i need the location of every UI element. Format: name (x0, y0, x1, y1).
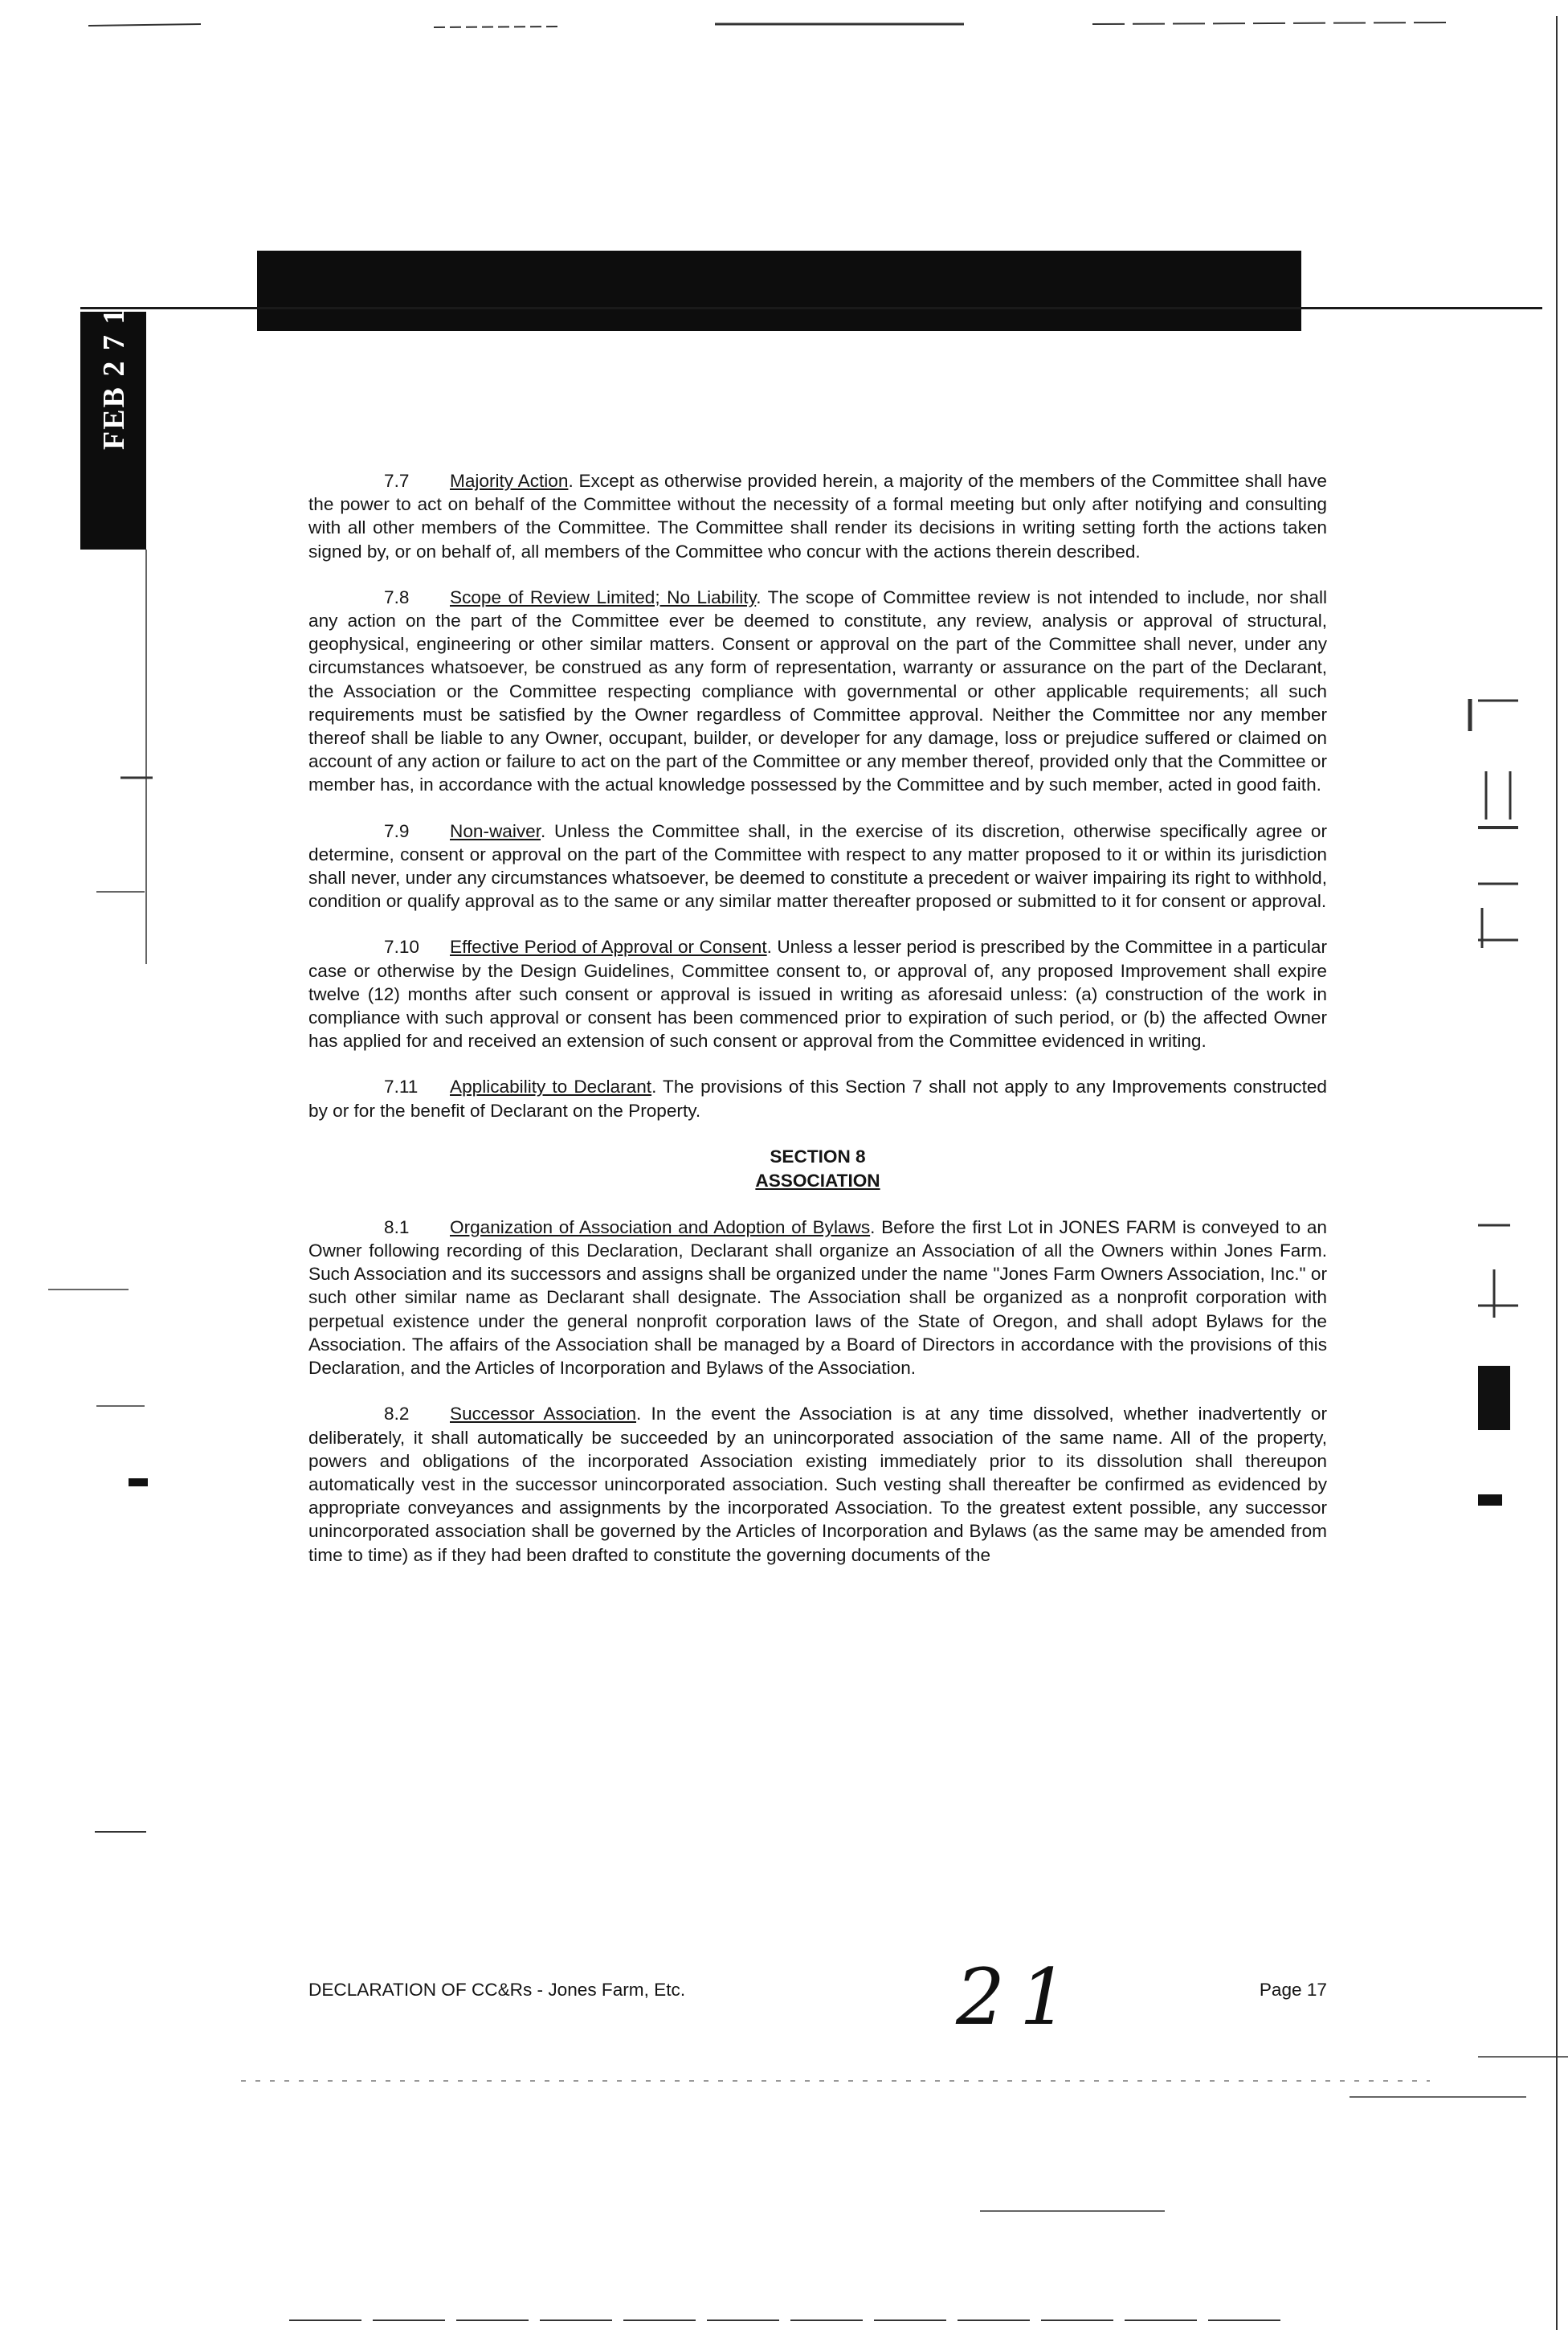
paragraph-number: 8.2 (384, 1404, 410, 1424)
paragraph-7-11: 7.11 Applicability to Declarant. The provisions of this Section 7 shall not apply to any Improvements constructed by or for the benefit of Declarant on the Property. (308, 1077, 1327, 1121)
paragraph-8-1: 8.1 Organization of Association and Adoption of Bylaws. Before the first Lot in JONES FARM is conveyed to an Owner following recording of this Declaration, Declarant shall organize an Association of all the Owners within Jones Farm. Such Association and its successors and assigns shall be organized under the name "Jones Farm Owners Association, Inc." or such other similar name as Declarant shall designate. The Association shall be organized as a nonprofit corporation with perpetual existence under the general nonprofit corporation laws of the State of Oregon, and shall adopt Bylaws for the Association. The affairs of the Association shall be managed by a Board of Directors in accordance with the provisions of this Declaration, and the Articles of Incorporation and Bylaws of the Association. (308, 1216, 1327, 1379)
section-number: SECTION 8 (770, 1146, 866, 1167)
paragraph-7-7: 7.7 Majority Action. Except as otherwise provided herein, a majority of the members of the Committee shall have the power to act on behalf of the Committee without the necessity of a formal meeting but only after notifying and consulting with all other members of the Committee. The Committee shall render its decisions in writing setting forth the actions taken signed by, or on behalf of, all members of the Committee who concur with the actions therein described. (308, 471, 1327, 562)
document-body (308, 469, 1327, 1589)
paragraph-title: Applicability to Declarant (450, 1077, 652, 1097)
paragraph-text: Unless the Committee shall, in the exercise of its discretion, otherwise specifically agree or determine, consent or approval on the part of the Committee with respect to any matter proposed to it or within its jurisdiction shall never, under any circumstances whatsoever, be deemed to constitute a precedent or waiver impairing its right to withhold, condition or qualify approval as to the same or any similar matter thereafter proposed or submitted to it for consent or approval. (308, 820, 1327, 912)
page-number: Page 17 (1259, 1980, 1327, 2000)
date-stamp: FEB 2 7 1997 (97, 256, 131, 450)
handwritten-page-number: 21 (956, 1952, 1084, 2042)
redaction-bar-top (257, 251, 1301, 331)
paragraph-text: Before the first Lot in JONES FARM is conveyed to an Owner following recording of this Declaration, Declarant shall organize an Association of all the Owners within Jones Farm. Such Association and its successors and assigns shall be organized under the name "Jones Farm Owners Association, Inc." or such other similar name as Declarant shall designate. The Association shall be organized as a nonprofit corporation with perpetual existence under the general nonprofit corporation laws of the State of Oregon, and shall adopt Bylaws for the Association. The affairs of the Association shall be managed by a Board of Directors in accordance with the provisions of this Declaration, and the Articles of Incorporation and Bylaws of the Association. (308, 1216, 1327, 1379)
section-title: ASSOCIATION (755, 1170, 880, 1191)
scan-border-line (80, 307, 1542, 309)
paragraph-7-9: 7.9 Non-waiver. Unless the Committee shall, in the exercise of its discretion, otherwise specifically agree or determine, consent or approval on the part of the Committee with respect to any matter proposed to it or within its jurisdiction shall never, under any circumstances whatsoever, be deemed to constitute a precedent or waiver impairing its right to withhold, condition or qualify approval as to the same or any similar matter thereafter proposed or submitted to it for consent or approval. (308, 820, 1327, 912)
paragraph-number: 8.1 (384, 1216, 410, 1237)
paragraph-text: In the event the Association is at any time dissolved, whether inadvertently or deliberately, it shall automatically be succeeded by an unincorporated association of the same name. All of the property, powers and obligations of the incorporated Association existing immediately prior to its dissolution shall thereupon automatically vest in the successor unincorporated association. Such vesting shall thereafter be confirmed as evidenced by appropriate conveyances and assignments by the incorporated Association. To the greatest extent possible, any successor unincorporated association shall be governed by the Articles of Incorporation and Bylaws (as the same may be amended from time to time) as if they had been drafted to constitute the governing documents of the (308, 1404, 1327, 1565)
section-heading (308, 1145, 1327, 1193)
paragraph-title: Effective Period of Approval or Consent (450, 937, 767, 958)
paragraph-number: 7.10 (384, 937, 419, 958)
paragraph-7-8: 7.8 Scope of Review Limited; No Liability. The scope of Committee review is not intended to include, nor shall any action on the part of the Committee ever be deemed to constitute, any review, analysis or approval of structural, geophysical, engineering or other similar matters. Consent or approval on the part of the Committee shall never, under any circumstances whatsoever, be construed as any form of representation, warranty or assurance on the part of the Declarant, the Association or the Committee respecting compliance with governmental or other applicable requirements; all such requirements must be satisfied by the Owner regardless of Committee approval. Neither the Committee nor any member thereof shall be liable to any Owner, occupant, builder, or developer for any damage, loss or prejudice suffered or claimed on account of any action or failure to act on the part of the Committee or any member thereof, provided only that the Committee or member has, in accordance with the actual knowledge possessed by the Committee and by such member, acted in good faith. (308, 587, 1327, 795)
paragraph-number: 7.9 (384, 820, 410, 841)
paragraph-title: Non-waiver (450, 820, 541, 841)
paragraph-title: Majority Action (450, 471, 569, 491)
paragraph-text: The scope of Committee review is not intended to include, nor shall any action on the part of the Committee ever be deemed to constitute, any review, analysis or approval of structural, geophysical, engineering or other similar matters. Consent or approval on the part of the Committee shall never, under any circumstances whatsoever, be construed as any form of representation, warranty or assurance on the part of the Declarant, the Association or the Committee respecting compliance with governmental or other applicable requirements; all such requirements must be satisfied by the Owner regardless of Committee approval. Neither the Committee nor any member thereof shall be liable to any Owner, occupant, builder, or developer for any damage, loss or prejudice suffered or claimed on account of any action or failure to act on the part of the Committee or any member thereof, provided only that the Committee or member has, in accordance with the actual knowledge possessed by the Committee and by such member, acted in good faith. (308, 587, 1327, 795)
paragraph-text: The provisions of this Section 7 shall not apply to any Improvements constructed by or for the benefit of Declarant on the Property. (308, 1077, 1327, 1121)
paragraph-text: Except as otherwise provided herein, a majority of the members of the Committee shall have the power to act on behalf of the Committee without the necessity of a formal meeting but only after notifying and consulting with all other members of the Committee. The Committee shall render its decisions in writing setting forth the actions taken signed by, or on behalf of, all members of the Committee who concur with the actions therein described. (308, 471, 1327, 562)
paragraph-7-10: 7.10 Effective Period of Approval or Consent. Unless a lesser period is prescribed by the Committee in a particular case or otherwise by the Design Guidelines, Committee consent to, or approval of, any proposed Improvement shall expire twelve (12) months after such consent or approval is issued in writing as aforesaid unless: (a) construction of the work in compliance with such approval or consent has been commenced prior to expiration of such period, or (b) the affected Owner has applied for and received an extension of such consent or approval from the Committee evidenced in writing. (308, 937, 1327, 1052)
paragraph-text: Unless a lesser period is prescribed by the Committee in a particular case or otherwise by the Design Guidelines, Committee consent to, or approval of, any proposed Improvement shall expire twelve (12) months after such consent or approval is issued in writing as aforesaid unless: (a) construction of the work in compliance with such approval or consent has been commenced prior to expiration of such period, or (b) the affected Owner has applied for and received an extension of such consent or approval from the Committee evidenced in writing. (308, 937, 1327, 1052)
paragraph-title: Scope of Review Limited; No Liability (450, 587, 757, 607)
paragraph-8-2: 8.2 Successor Association. In the event the Association is at any time dissolved, whether inadvertently or deliberately, it shall automatically be succeeded by an unincorporated association of the same name. All of the property, powers and obligations of the incorporated Association existing immediately prior to its dissolution shall thereupon automatically vest in the successor unincorporated association. Such vesting shall thereafter be confirmed as evidenced by appropriate conveyances and assignments by the incorporated Association. To the greatest extent possible, any successor unincorporated association shall be governed by the Articles of Incorporation and Bylaws (as the same may be amended from time to time) as if they had been drafted to constitute the governing documents of the (308, 1404, 1327, 1565)
paragraph-number: 7.11 (384, 1077, 419, 1097)
paragraph-number: 7.8 (384, 587, 410, 607)
paragraph-title: Organization of Association and Adoption of Bylaws (450, 1216, 871, 1237)
paragraph-title: Successor Association (450, 1404, 637, 1424)
paragraph-number: 7.7 (384, 471, 410, 491)
footer-document-title: DECLARATION OF CC&Rs - Jones Farm, Etc. (308, 1980, 686, 2000)
